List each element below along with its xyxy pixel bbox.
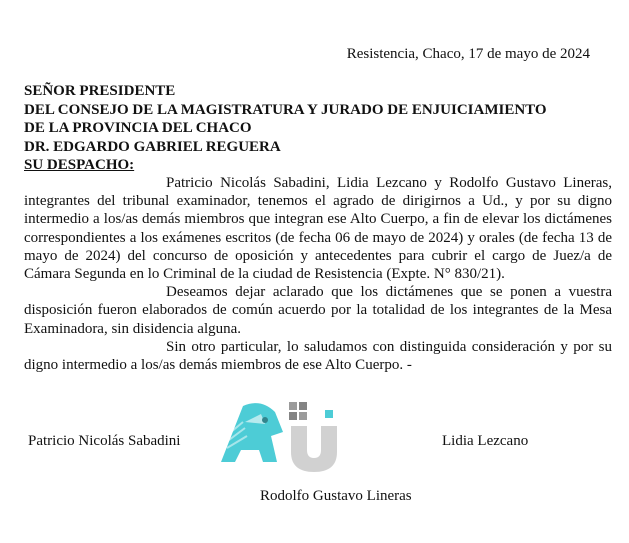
signature-lineras: Rodolfo Gustavo Lineras — [260, 488, 412, 504]
addressee-line-title: SEÑOR PRESIDENTE — [24, 83, 176, 99]
addressee-line-office: SU DESPACHO: — [24, 157, 135, 173]
paragraph-introduction: Patricio Nicolás Sabadini, Lidia Lezcano y Rodolfo Gustavo Lineras, integrantes del tribunal examinador, tenemos el agrado de dirigirnos a Ud., y por su digno intermedio a los/as demás miembros que integran ese Alto Cuerpo, a fin de elevar los dictámenes correspondientes a los exámenes escritos (de fecha 06 de mayo de 2024) y orales (de fecha 13 de mayo de 2024) del concurso de oposición y antecedentes para cubrir el cargo de Juez/a de Cámara Segunda en lo Criminal de la ciudad de Resistencia (Expte. N° 830/21). — [24, 175, 612, 283]
addressee-line-province: DE LA PROVINCIA DEL CHACO — [24, 120, 252, 136]
place-date: Resistencia, Chaco, 17 de mayo de 2024 — [346, 46, 590, 62]
signature-sabadini: Patricio Nicolás Sabadini — [28, 433, 181, 449]
paragraph-closing: Sin otro particular, lo saludamos con distinguida consideración y por su digno intermedio a los/as demás miembros de ese Alto Cuerpo. - — [24, 338, 612, 374]
addressee-line-name: DR. EDGARDO GABRIEL REGUERA — [24, 138, 281, 155]
signature-lezcano: Lidia Lezcano — [442, 433, 529, 449]
addressee-line-council: DEL CONSEJO DE LA MAGISTRATURA Y JURADO DE ENJUICIAMIENTO — [24, 101, 547, 118]
paragraph-clarification: Deseamos dejar aclarado que los dictámenes que se ponen a vuestra disposición fueron elaborados de común acuerdo por la totalidad de los integrantes de la Mesa Examinadora, sin disidencia alguna. — [24, 284, 612, 337]
